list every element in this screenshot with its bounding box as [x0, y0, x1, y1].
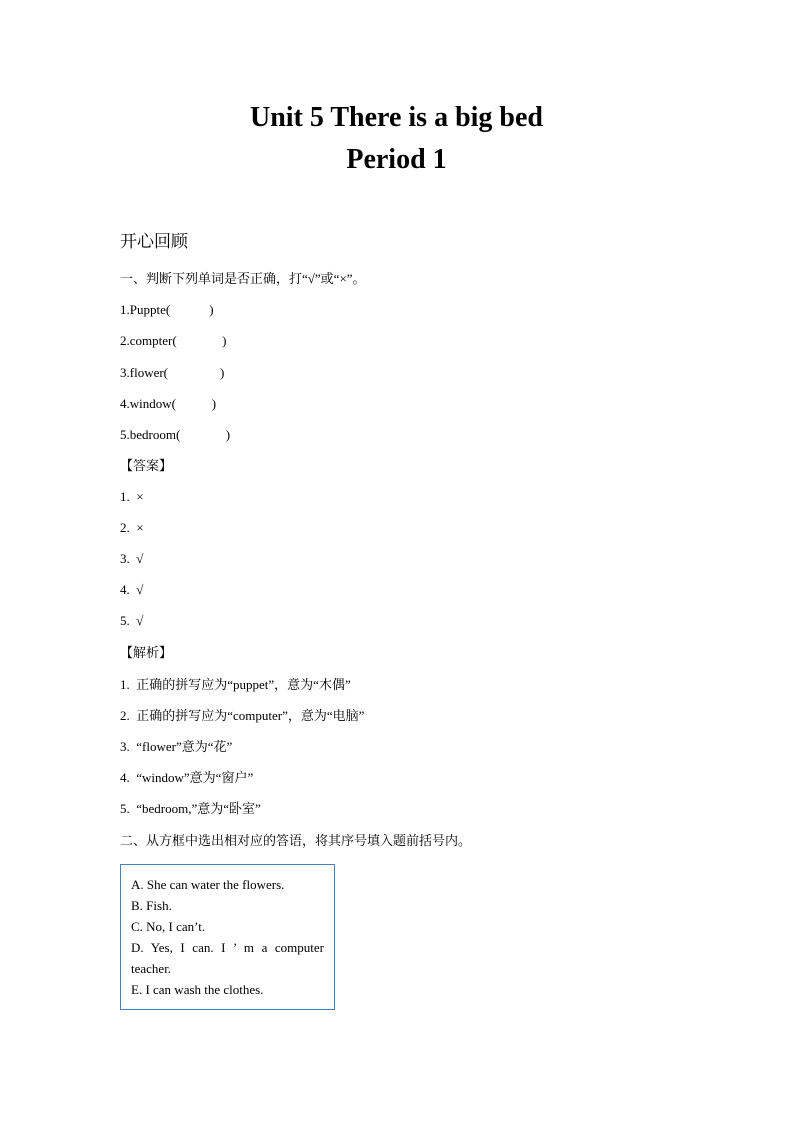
option-a: A. She can water the flowers. [131, 877, 285, 892]
question-4: 4.window( ) [120, 396, 217, 411]
answer-3: 3. √ [120, 551, 144, 566]
analysis-4: 4. “window”意为“窗户” [120, 770, 254, 785]
answer-2: 2. × [120, 520, 144, 535]
answer-label: 【答案】 [120, 458, 173, 473]
question-1: 1.Puppte( ) [120, 302, 214, 317]
option-d-line1: D. Yes, I can. I ’ m a computer [131, 940, 324, 955]
option-e: E. I can wash the clothes. [131, 982, 264, 997]
period-title: Period 1 [346, 144, 447, 175]
analysis-1: 1. 正确的拼写应为“puppet”，意为“木偶” [120, 677, 351, 692]
option-b: B. Fish. [131, 898, 172, 913]
answer-5: 5. √ [120, 613, 144, 628]
analysis-3: 3. “flower”意为“花” [120, 739, 233, 754]
question-5: 5.bedroom( ) [120, 427, 231, 442]
part2-instruction: 二、从方框中选出相对应的答语，将其序号填入题前括号内。 [120, 833, 472, 848]
unit-title: Unit 5 There is a big bed [249, 102, 543, 133]
option-c: C. No, I can’t. [131, 919, 206, 934]
section-heading: 开心回顾 [120, 232, 188, 251]
question-2: 2.compter( ) [120, 333, 227, 348]
answer-1: 1. × [120, 489, 144, 504]
options-box [120, 864, 335, 1010]
part1-instruction: 一、判断下列单词是否正确，打“√”或“×”。 [120, 271, 366, 286]
analysis-label: 【解析】 [120, 645, 173, 660]
question-3: 3.flower( ) [120, 365, 225, 380]
option-d-line2: teacher. [131, 961, 172, 976]
answer-4: 4. √ [120, 582, 144, 597]
analysis-2: 2. 正确的拼写应为“computer”，意为“电脑” [120, 708, 365, 723]
analysis-5: 5. “bedroom,”意为“卧室” [120, 801, 261, 816]
